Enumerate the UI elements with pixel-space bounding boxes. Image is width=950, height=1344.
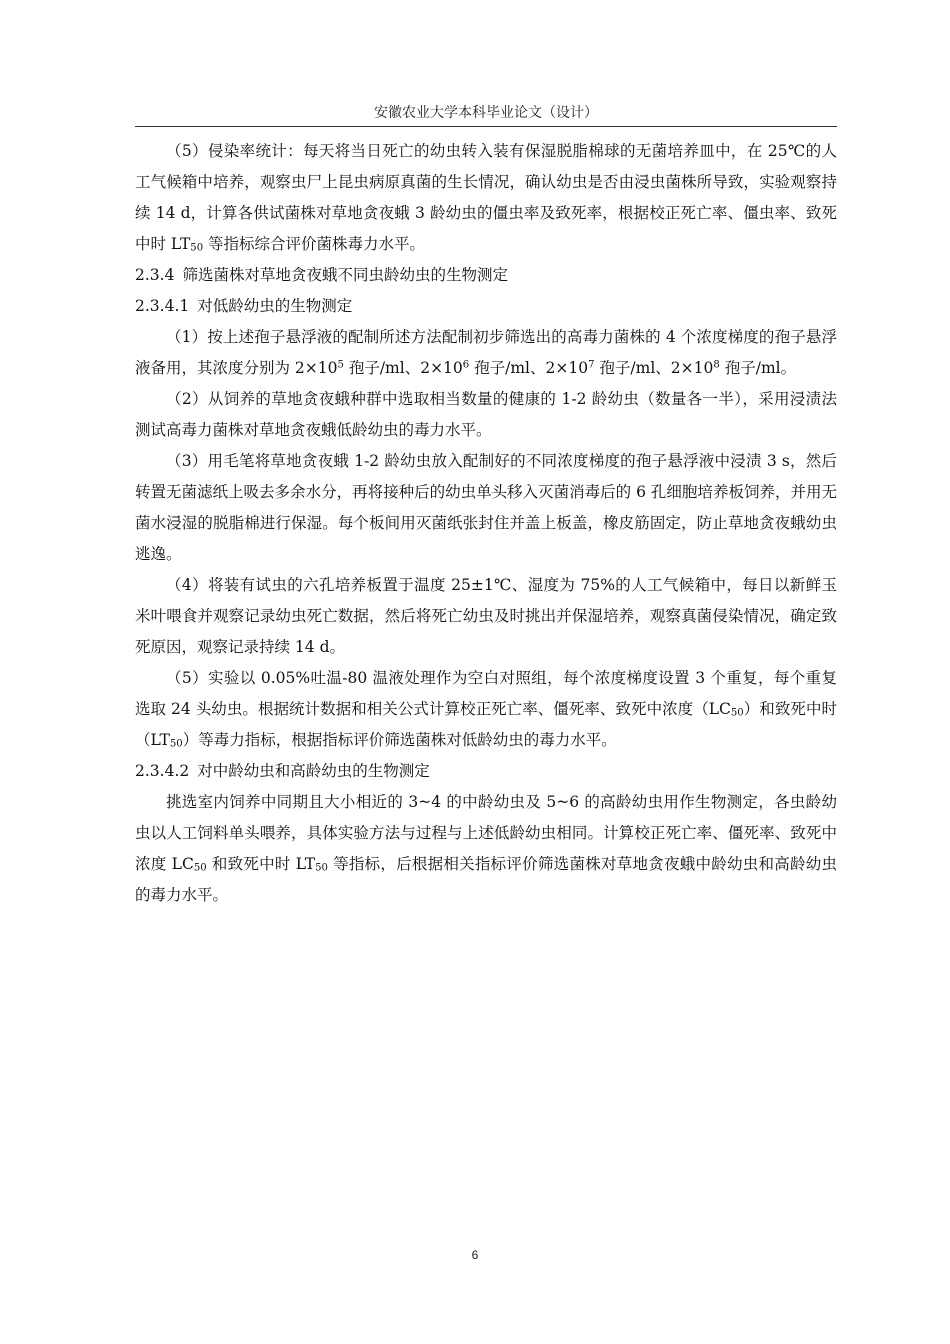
page-body	[135, 136, 837, 911]
page-number: 6	[471, 1248, 479, 1262]
paragraph-infection-rate: （5）侵染率统计：每天将当日死亡的幼虫转入装有保湿脱脂棉球的无菌培养皿中，在 25℃的人工气候箱中培养，观察虫尸上昆虫病原真菌的生长情况，确认幼虫是否由浸虫菌株所导致，实验观察持续 14 d，计算各供试菌株对草地贪夜蛾 3 龄幼虫的僵虫率及致死率，根据校正死亡率、僵虫率、致死中时 $LT_{50}$ 等指标综合评价菌株毒力水平。	[135, 142, 837, 254]
running-header: 安徽农业大学本科毕业论文（设计）	[374, 105, 598, 121]
section-heading-2-3-4: 2.3.4 筛选菌株对草地贪夜蛾不同虫龄幼虫的生物测定	[135, 266, 508, 284]
paragraph-spore-suspension: （1）按上述孢子悬浮液的配制所述方法配制初步筛选出的高毒力菌株的 4 个浓度梯度的孢子悬浮液备用，其浓度分别为 $2\times 10^5$ 孢子/ml、$2\times 10^6$ 孢子/ml、$2\times 10^7$ 孢子/ml、$2\times 10^8$ 孢子/ml。	[135, 328, 837, 377]
paragraph-larva-selection: （2）从饲养的草地贪夜蛾种群中选取相当数量的健康的 1-2 龄幼虫（数量各一半），采用浸渍法测试高毒力菌株对草地贪夜蛾低龄幼虫的毒力水平。	[135, 390, 837, 439]
section-heading-2-3-4-1: 2.3.4.1 对低龄幼虫的生物测定	[135, 297, 353, 315]
paragraph-mid-high-instar: 挑选室内饲养中同期且大小相近的 3~4 的中龄幼虫及 5~6 的高龄幼虫用作生物测定，各虫龄幼虫以人工饲料单头喂养，具体实验方法与过程与上述低龄幼虫相同。计算校正死亡率、僵死率、致死中浓度 $LC_{50}$ 和致死中时 $LT_{50}$ 等指标，后根据相关指标评价筛选菌株对草地贪夜蛾中龄幼虫和高龄幼虫的毒力水平。	[135, 793, 837, 904]
section-heading-2-3-4-2: 2.3.4.2 对中龄幼虫和高龄幼虫的生物测定	[135, 762, 430, 780]
paragraph-control-group: （5）实验以 0.05%吐温-80 温液处理作为空白对照组，每个浓度梯度设置 3 个重复，每个重复选取 24 头幼虫。根据统计数据和相关公式计算校正死亡率、僵死率、致死中浓度$(LC_{50})$和致死中时$(LT_{50})$等毒力指标，根据指标评价筛选菌株对低龄幼虫的毒力水平。	[135, 669, 837, 750]
paragraph-incubation: （4）将装有试虫的六孔培养板置于温度 25±1℃、湿度为 75%的人工气候箱中，每日以新鲜玉米叶喂食并观察记录幼虫死亡数据，然后将死亡幼虫及时挑出并保湿培养，观察真菌侵染情况，确定致死原因，观察记录持续 14 d。	[135, 576, 837, 656]
header-divider	[135, 126, 837, 127]
paragraph-immersion-method: （3）用毛笔将草地贪夜蛾 1-2 龄幼虫放入配制好的不同浓度梯度的孢子悬浮液中浸渍 3 s，然后转置无菌滤纸上吸去多余水分，再将接种后的幼虫单头移入灭菌消毒后的 6 孔细胞培养板饲养，并用无菌水浸湿的脱脂棉进行保湿。每个板间用灭菌纸张封住并盖上板盖，橡皮筋固定，防止草地贪夜蛾幼虫逃逸。	[135, 452, 837, 563]
